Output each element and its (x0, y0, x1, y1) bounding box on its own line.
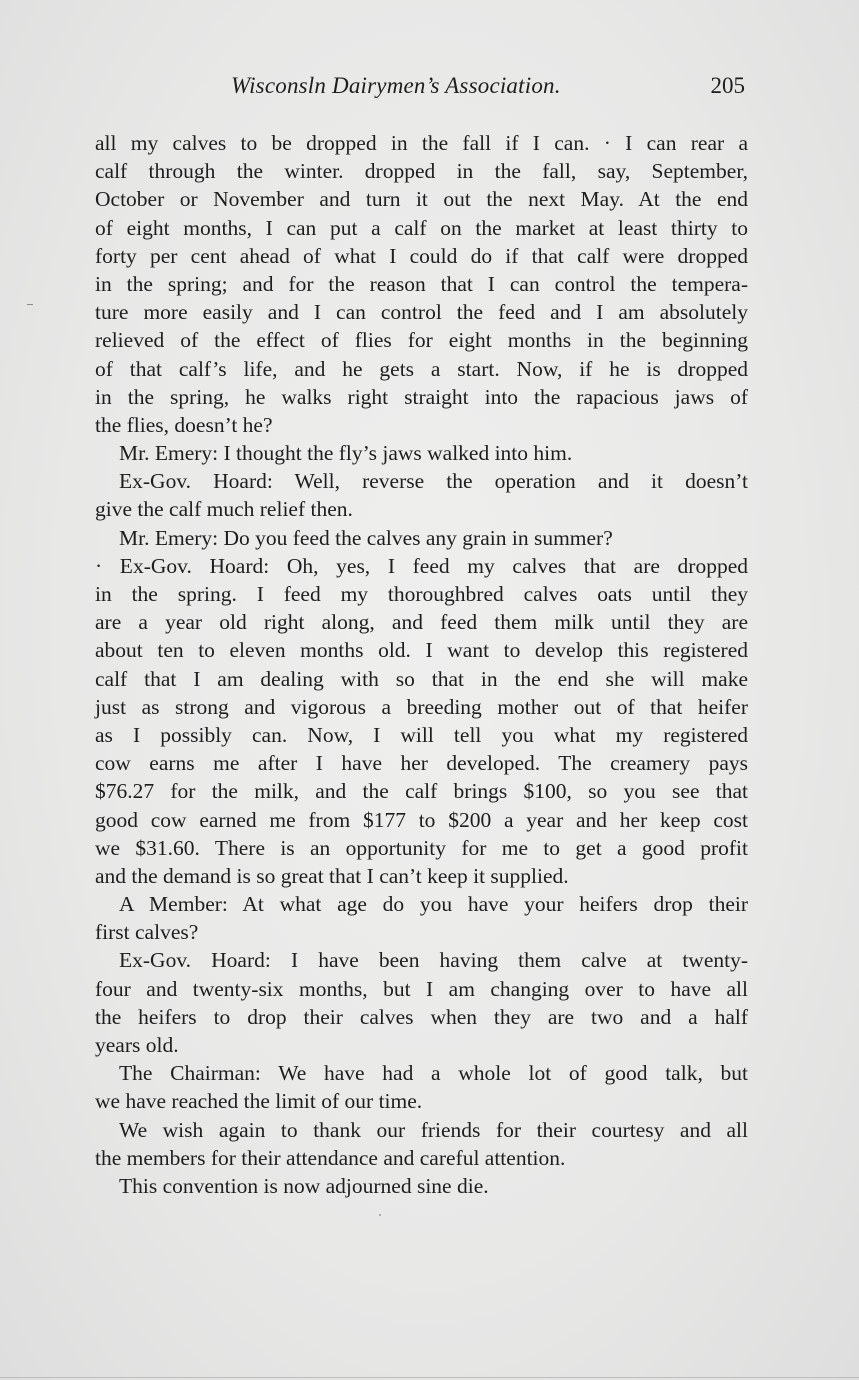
text-line: we $31.60. There is an opportunity for me to get a good profit (95, 835, 748, 860)
body-text (95, 129, 748, 1200)
text-line: in the spring. I feed my thoroughbred calves oats until they (95, 582, 748, 606)
text-line: years old. (95, 1033, 179, 1057)
end-dot (379, 1214, 381, 1216)
speaker-line: Mr. Emery: Do you feed the calves any grain in summer? (119, 525, 613, 550)
running-head (95, 73, 745, 107)
text-line: ture more easily and I can control the feed and I am absolutely (95, 300, 748, 325)
speaker-line: Ex-Gov. Hoard: I have been having them calve at twenty- (119, 948, 748, 973)
text-line: This convention is now adjourned sine die. (119, 1173, 489, 1198)
text-line: good cow earned me from $177 to $200 a year and her keep cost (95, 807, 748, 832)
text-line: $76.27 for the milk, and the calf brings $100, so you see that (95, 779, 748, 804)
text-line: first calves? (95, 920, 199, 945)
text-line: are a year old right along, and feed them milk until they are (95, 610, 748, 635)
text-line: relieved of the effect of flies for eight months in the beginning (95, 328, 748, 353)
running-title: Wisconsln Dairymen’s Association. (231, 73, 561, 98)
page-edge-line (0, 1377, 859, 1378)
speaker-line: Mr. Emery: I thought the fly’s jaws walked into him. (119, 441, 573, 466)
text-line: of eight months, I can put a calf on the market at least thirty to (95, 215, 748, 240)
speaker-line: A Member: At what age do you have your heifers drop their (119, 892, 748, 917)
text-line: the heifers to drop their calves when they are two and a half (95, 1004, 748, 1029)
margin-mark (27, 304, 33, 305)
text-line: forty per cent ahead of what I could do if that calf were dropped (95, 243, 748, 268)
speaker-line: The Chairman: We have had a whole lot of good talk, but (119, 1061, 748, 1086)
text-line: four and twenty-six months, but I am changing over to have all (95, 976, 748, 1001)
speaker-line: · Ex-Gov. Hoard: Oh, yes, I feed my calves that are dropped (95, 553, 748, 578)
page-number: 205 (710, 73, 745, 98)
text-line: calf that I am dealing with so that in the end she will make (95, 666, 748, 691)
text-line: We wish again to thank our friends for their courtesy and all (119, 1117, 748, 1142)
text-line: in the spring; and for the reason that I can control the tempera- (95, 271, 748, 296)
text-line: in the spring, he walks right straight into the rapacious jaws of (95, 384, 748, 409)
text-line: calf through the winter. dropped in the fall, say, September, (95, 159, 748, 184)
text-line: the flies, doesn’t he? (95, 412, 273, 437)
text-line: all my calves to be dropped in the fall if I can. · I can rear a (95, 131, 748, 155)
text-line: of that calf’s life, and he gets a start. Now, if he is dropped (95, 356, 748, 381)
text-line: the members for their attendance and careful attention. (95, 1145, 566, 1170)
text-line: and the demand is so great that I can’t keep it supplied. (95, 863, 569, 888)
text-line: cow earns me after I have her developed. The creamery pays (95, 751, 748, 776)
text-line: just as strong and vigorous a breeding mother out of that heifer (95, 694, 748, 719)
text-line: we have reached the limit of our time. (95, 1089, 423, 1114)
text-line: as I possibly can. Now, I will tell you what my registered (95, 722, 748, 747)
speaker-line: Ex-Gov. Hoard: Well, reverse the operation and it doesn’t (119, 469, 748, 494)
text-line: about ten to eleven months old. I want to develop this registered (95, 638, 748, 663)
text-line: October or November and turn it out the next May. At the end (95, 187, 748, 212)
text-line: give the calf much relief then. (95, 497, 353, 522)
